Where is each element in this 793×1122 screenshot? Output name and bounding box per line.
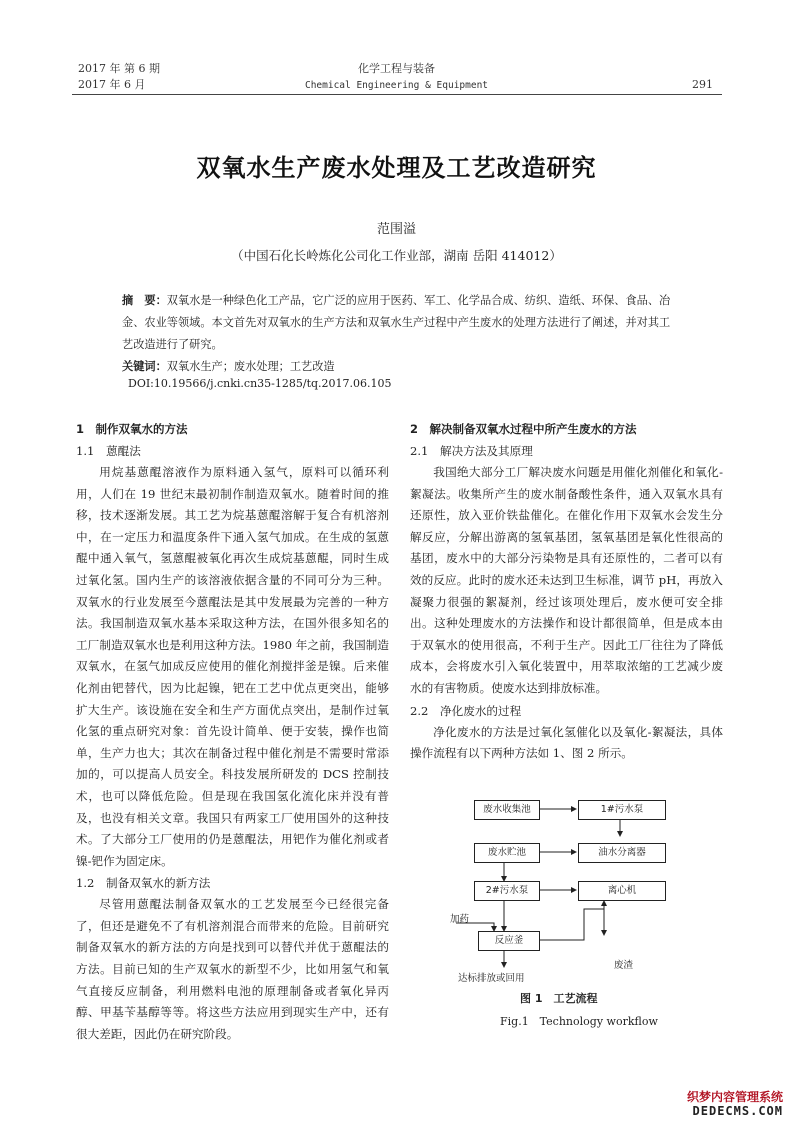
flow-box-collection-tank: 废水收集池 — [474, 800, 540, 820]
header-journal-cn: 化学工程与装备 — [358, 62, 435, 75]
section-2-1-paragraph: 我国绝大部分工厂解决废水问题是用催化剂催化和氧化-絮凝法。收集所产生的废水制备酸性条件，通入双氧水具有还原性，放入亚价铁盐催化。在催化作用下双氧水会发生分解反应，分解出游离的氢氧基团，氢氧基团是氧化性很高的基团，废水中的大部分污染物是具有还原性的，二者可以有效的反应。此时的废水还未达到卫生标准，调节 pH，再放入凝聚力很强的絮凝剂，经过该项处理后，废水便可安全排出。这种处理废水的方法操作和设计都很简单，但是成本由于双氧水的使用很高，不利于生产。因此工厂往往为了降低成本，会将废水引入氧化装置中，用萃取浓缩的工艺减少废水的有害物质。使废水达到排放标准。 — [410, 465, 723, 695]
doi: DOI:10.19566/j.cnki.cn35-1285/tq.2017.06.105 — [128, 377, 392, 390]
header-page-number: 291 — [692, 78, 713, 91]
figure-1-flowchart — [450, 795, 694, 990]
section-1-heading: 1 制作双氧水的方法 — [76, 422, 188, 436]
author: 范围溢 — [376, 222, 416, 237]
keywords — [122, 356, 674, 378]
flow-label-dosing: 加药 — [450, 914, 470, 925]
abstract — [122, 290, 674, 378]
watermark-domain: DEDECMS.COM — [692, 1104, 783, 1118]
section-1-2-heading: 1.2 制备双氧水的新方法 — [76, 876, 211, 891]
section-1-2-paragraph: 尽管用蒽醌法制备双氧水的工艺发展至今已经很完备了，但还是避免不了有机溶剂混合而带来的危险。目前研究制备双氧水的新方法的方向是找到可以替代并优于蒽醌法的方法。目前已知的生产双氧水的新型不少，比如用氢气和氧气直接反应制备，利用燃料电池的原理制备或者氧化异丙醇、甲基苄基醇等等。将这些方法应用到现实生产中，还有很大差距，因此仍在研究阶段。 — [76, 897, 389, 1041]
watermark-text: 织梦内容管理系统 — [686, 1090, 783, 1104]
abstract-label: 摘 要： — [122, 294, 167, 307]
flow-label-discharge: 达标排放或回用 — [458, 973, 525, 984]
header-rule — [72, 94, 722, 95]
keywords-text: 双氧水生产；废水处理；工艺改造 — [166, 360, 335, 373]
header-journal-en: Chemical Engineering & Equipment — [304, 80, 489, 91]
right-column — [410, 418, 723, 765]
figure-1-caption-en: Fig.1 Technology workflow — [500, 1015, 658, 1028]
section-2-1-heading: 2.1 解决方法及其原理 — [410, 444, 533, 458]
flow-label-residue: 废渣 — [614, 960, 634, 971]
section-1-1-heading: 1.1 蒽醌法 — [76, 444, 141, 458]
header-month: 2017 年 6 月 — [78, 78, 146, 91]
section-2-2-paragraph: 净化废水的方法是过氧化氢催化以及氧化-絮凝法，具体操作流程有以下两种方法如 1、图 2 所示。 — [410, 724, 723, 761]
flow-box-pump-2: 2#污水泵 — [474, 881, 540, 901]
paper-title: 双氧水生产废水处理及工艺改造研究 — [196, 154, 597, 182]
affiliation: （中国石化长岭炼化公司化工作业部，湖南 岳阳 414012） — [231, 248, 562, 263]
section-2-heading: 2 解决制备双氧水过程中所产生废水的方法 — [410, 422, 637, 436]
section-2-2-heading: 2.2 净化废水的过程 — [410, 703, 522, 718]
flow-box-storage-tank: 废水贮池 — [474, 843, 540, 863]
abstract-text: 双氧水是一种绿色化工产品，它广泛的应用于医药、军工、化学品合成、纺织、造纸、环保、食品、冶金、农业等领域。本文首先对双氧水的生产方法和双氧水生产过程中产生废水的处理方法进行了阐述，并对其工艺改造进行了研究。 — [122, 294, 671, 351]
figure-1-caption-cn: 图 1 工艺流程 — [520, 992, 598, 1005]
left-column — [76, 418, 389, 1045]
flow-box-oil-water-separator: 油水分离器 — [578, 843, 666, 863]
flow-box-reactor: 反应釜 — [478, 931, 540, 951]
header-issue: 2017 年 第 6 期 — [78, 62, 160, 75]
keywords-label: 关键词： — [122, 360, 167, 373]
flow-box-pump-1: 1#污水泵 — [578, 800, 666, 820]
abstract-body — [122, 290, 674, 356]
flow-box-centrifuge: 离心机 — [578, 881, 666, 901]
section-1-1-paragraph: 用烷基蒽醌溶液作为原料通入氢气，原料可以循环利用，人们在 19 世纪末最初制作制造双氧水。随着时间的推移，技术逐渐发展。其工艺为烷基蒽醌溶解于复合有机溶剂中，在一定压力和温度条件下通入氢气加成。在生成的氢蒽醌中通入氧气，氢蒽醌被氧化再次生成烷基蒽醌，同时生成过氧化氢。国内生产的该溶液依据含量的不同可分为三种。双氧水的行业发展至今蒽醌法是其中发展最为完善的一种方法。我国制造双氧水基本采取这种方法，在国外很多知名的工厂制造双氧水也是利用这种方法。1980 年之前，我国制造双氧水，在氢气加成反应使用的催化剂搅拌釜是镍。后来催化剂由钯替代，因为比起镍，钯在工艺中优点更突出，能够扩大生产。该设施在安全和生产方面优点突出，是制作过氧化氢的重点研究对象：首先设计简单、便于安装，操作也简单，生产力也大；其次在制备过程中催化剂是不需要时常添加的，可以提高人员安全。科技发展所研发的 DCS 控制技术，也可以降低危险。但是现在我国氢化流化床并没有普及，也没有相关文章。我国只有两家工厂使用国外的这种技术。了大部分工厂使用的仍是蒽醌法，用钯作为催化剂或者镍-钯作为固定床。 — [76, 465, 389, 868]
